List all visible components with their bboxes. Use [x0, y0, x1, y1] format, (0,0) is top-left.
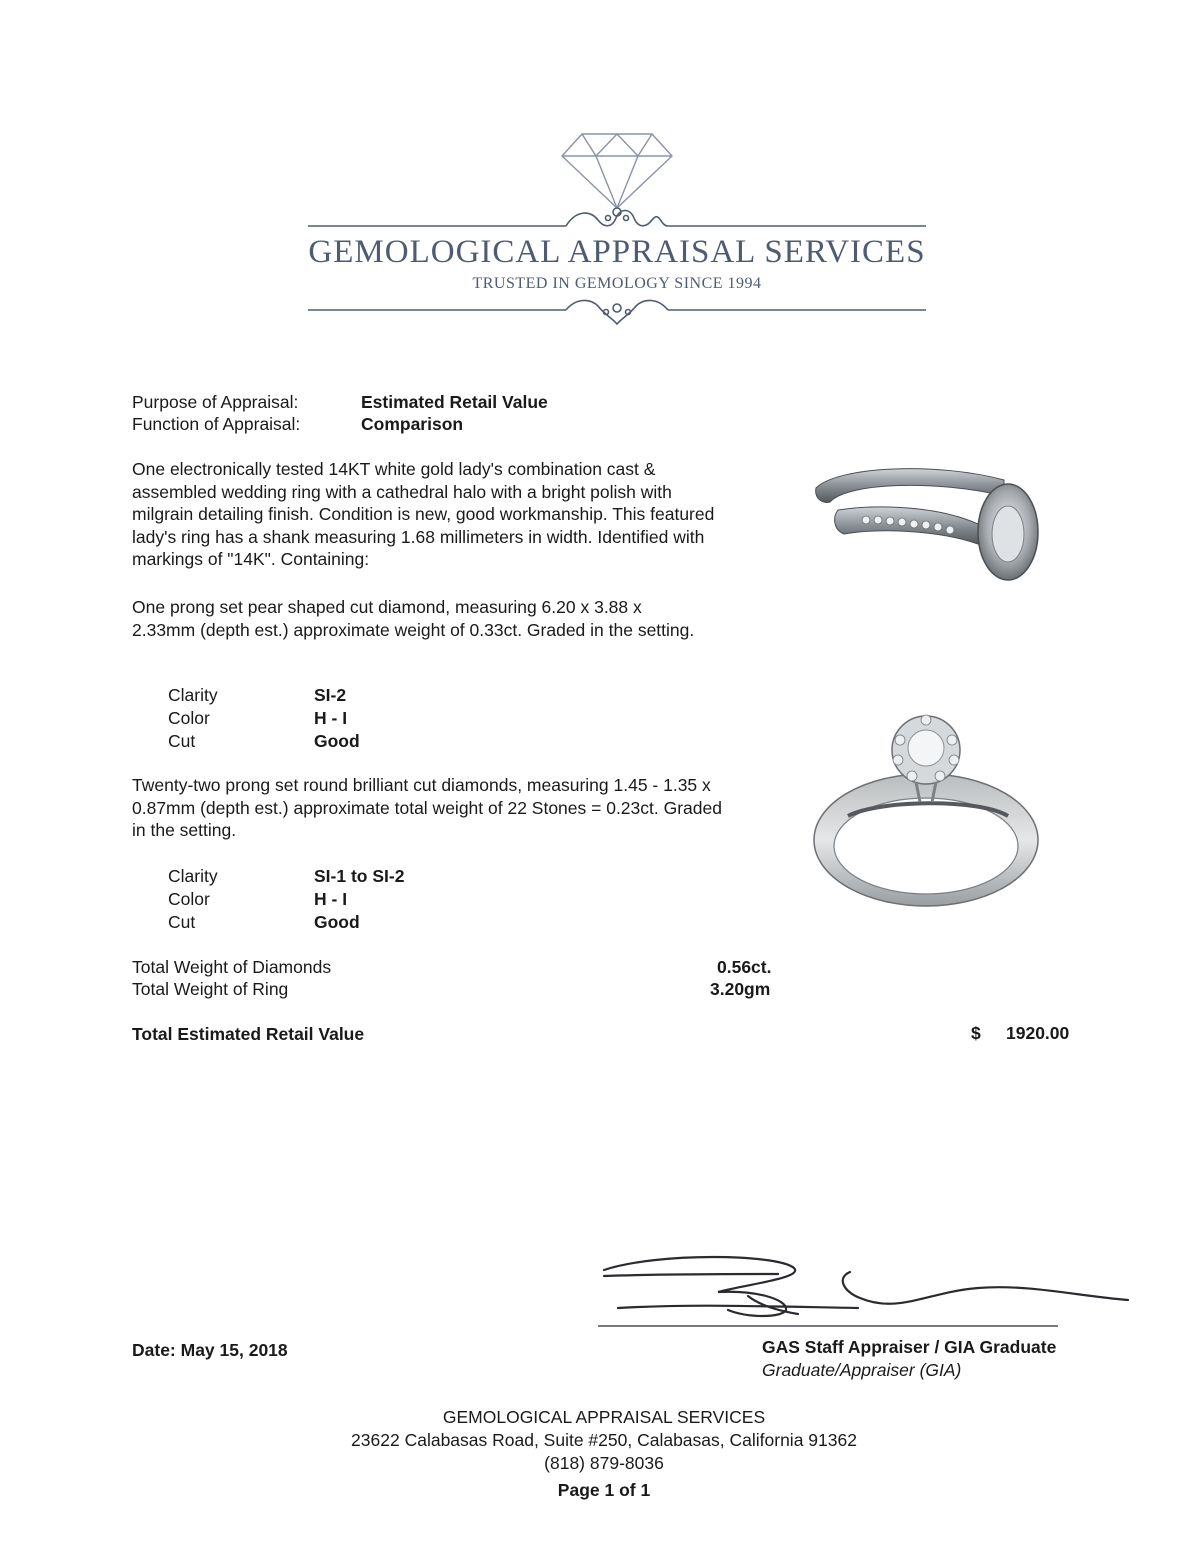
grade-value: Good: [314, 731, 360, 751]
grade-label: Color: [168, 708, 210, 728]
retail-value-label: Total Estimated Retail Value: [132, 1024, 365, 1044]
function-value: Comparison: [361, 414, 464, 434]
footer-company: GEMOLOGICAL APPRAISAL SERVICES: [442, 1407, 766, 1427]
grade-row-cut: [168, 730, 360, 753]
appraiser-title: GAS Staff Appraiser / GIA Graduate: [762, 1337, 1057, 1357]
retail-amount: 1920.00: [1006, 1023, 1070, 1043]
grade-label: Clarity: [168, 685, 218, 705]
appraiser-signature: [598, 1248, 1138, 1340]
appraisal-date: Date: May 15, 2018: [132, 1340, 288, 1360]
grade-row-cut: [168, 911, 404, 934]
grade-row-color: [168, 888, 404, 911]
ring-description: One electronically tested 14KT white gold lady's combination cast & assembled wedding ring with a cathedral halo with a bright polish with milgrain detailing finish. Condition is new, good workmanship. This featured lady's ring has a shank measuring 1.68 millimeters in width. Identified with markings of "14K". Containing:: [132, 459, 715, 569]
grade-label: Color: [168, 889, 210, 909]
company-logo-title: GEMOLOGICAL APPRAISAL SERVICES: [308, 234, 926, 270]
grade-value: SI-1 to SI-2: [314, 866, 405, 886]
total-diamonds-value: 0.56ct.: [717, 957, 772, 977]
grade-row-clarity: [168, 684, 360, 707]
page-number: Page 1 of 1: [557, 1480, 651, 1500]
function-row: [132, 413, 463, 436]
grade-value: H - I: [314, 708, 348, 728]
total-diamonds-label: Total Weight of Diamonds: [132, 957, 332, 977]
ring-photo-side-view: [808, 440, 1040, 600]
grade-row-clarity: [168, 865, 404, 888]
grade-value: SI-2: [314, 685, 347, 705]
side-stones-description: Twenty-two prong set round brilliant cut diamonds, measuring 1.45 - 1.35 x 0.87mm (depth est.) approximate total weight of 22 Stones = 0.23ct. Graded in the setting.: [132, 775, 722, 840]
grade-label: Cut: [168, 912, 196, 932]
total-ring-value: 3.20gm: [710, 979, 771, 999]
purpose-row: [132, 391, 548, 414]
side-stones-grades: [168, 865, 404, 934]
grade-row-color: [168, 707, 360, 730]
footer-phone: (818) 879-8036: [544, 1453, 664, 1473]
total-ring-label: Total Weight of Ring: [132, 979, 289, 999]
ring-photo-top-view: [808, 710, 1048, 920]
footer-address: 23622 Calabasas Road, Suite #250, Calabasas, California 91362: [351, 1430, 857, 1450]
appraiser-subtitle: Graduate/Appraiser (GIA): [762, 1360, 962, 1380]
company-tagline: TRUSTED IN GEMOLOGY SINCE 1994: [472, 275, 762, 292]
center-stone-description: One prong set pear shaped cut diamond, measuring 6.20 x 3.88 x 2.33mm (depth est.) approximate weight of 0.33ct. Graded in the setting.: [132, 597, 695, 640]
purpose-value: Estimated Retail Value: [361, 392, 548, 412]
center-stone-grades: [168, 684, 360, 753]
grade-label: Clarity: [168, 866, 218, 886]
function-label: Function of Appraisal:: [132, 414, 301, 434]
grade-value: Good: [314, 912, 360, 932]
retail-currency: $: [971, 1023, 981, 1043]
purpose-label: Purpose of Appraisal:: [132, 392, 299, 412]
grade-label: Cut: [168, 731, 196, 751]
ornament-divider-bottom: [308, 292, 926, 332]
grade-value: H - I: [314, 889, 348, 909]
